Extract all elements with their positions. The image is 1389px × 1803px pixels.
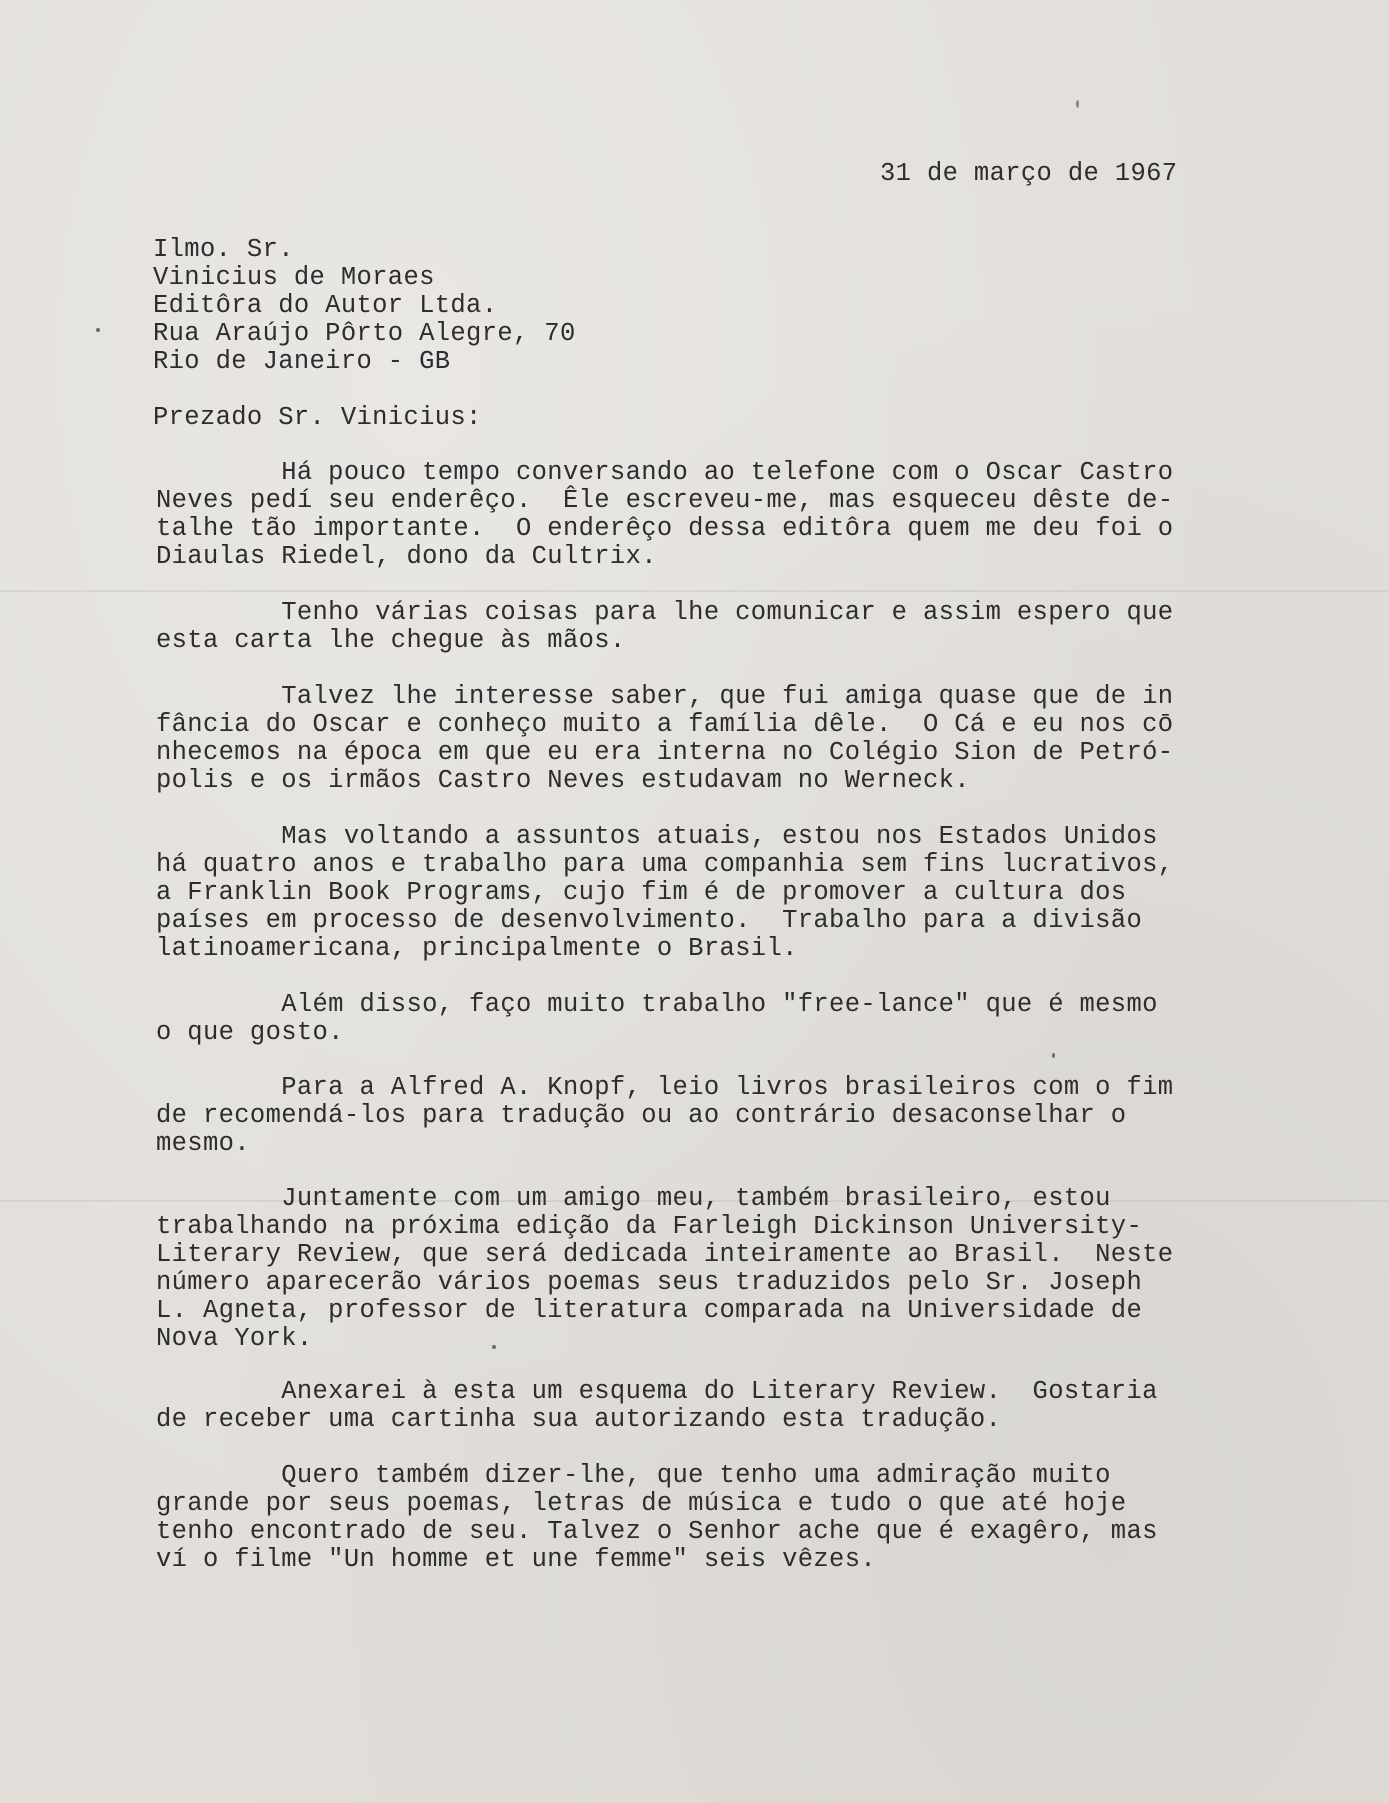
body-line: a Franklin Book Programs, cujo fim é de promover a cultura dos [156,878,1127,907]
body-line: Nova York. [156,1324,313,1353]
body-line: Juntamente com um amigo meu, também brasileiro, estou [156,1184,1111,1213]
body-line: ví o filme "Un homme et une femme" seis vêzes. [156,1545,877,1574]
body-line: Anexarei à esta um esquema do Literary Review. Gostaria [156,1377,1158,1406]
body-line: Talvez lhe interesse saber, que fui amiga quase que de in [156,682,1174,711]
address-line: Rio de Janeiro - GB [153,347,451,376]
address-line: Rua Araújo Pôrto Alegre, 70 [153,319,576,348]
address-line: Editôra do Autor Ltda. [153,291,498,320]
address-line: Ilmo. Sr. [153,235,294,264]
body-line: Há pouco tempo conversando ao telefone com o Oscar Castro [156,458,1174,487]
body-line: Literary Review, que será dedicada inteiramente ao Brasil. Neste [156,1240,1174,1269]
body-line: fância do Oscar e conheço muito a família dêle. O Cá e eu nos cō [156,710,1174,739]
body-line: grande por seus poemas, letras de música e tudo o que até hoje [156,1489,1127,1518]
body-line: Além disso, faço muito trabalho "free-lance" que é mesmo [156,990,1158,1019]
body-line: polis e os irmãos Castro Neves estudavam no Werneck. [156,766,970,795]
body-line: tenho encontrado de seu. Talvez o Senhor ache que é exagêro, mas [156,1517,1158,1546]
body-line: Diaulas Riedel, dono da Cultrix. [156,542,657,571]
body-line: Quero também dizer-lhe, que tenho uma admiração muito [156,1461,1111,1490]
body-line: trabalhando na próxima edição da Farleigh Dickinson University- [156,1212,1143,1241]
letter-date: 31 de março de 1967 [880,159,1178,188]
body-line: Para a Alfred A. Knopf, leio livros brasileiros com o fim [156,1073,1174,1102]
body-line: o que gosto. [156,1018,344,1047]
body-line: número aparecerão vários poemas seus traduzidos pelo Sr. Joseph [156,1268,1143,1297]
paper-speck [1052,1053,1055,1058]
body-line: países em processo de desenvolvimento. Trabalho para a divisão [156,906,1143,935]
body-line: Mas voltando a assuntos atuais, estou nos Estados Unidos [156,822,1158,851]
body-line: latinoamericana, principalmente o Brasil. [156,934,798,963]
address-line: Vinicius de Moraes [153,263,435,292]
body-line: há quatro anos e trabalho para uma companhia sem fins lucrativos, [156,850,1174,879]
body-line: talhe tão importante. O enderêço dessa editôra quem me deu foi o [156,514,1174,543]
body-line: L. Agneta, professor de literatura comparada na Universidade de [156,1296,1143,1325]
body-line: Neves pedí seu enderêço. Êle escreveu-me, mas esqueceu dêste de- [156,486,1174,515]
body-line: mesmo. [156,1129,250,1158]
body-line: esta carta lhe chegue às mãos. [156,626,626,655]
body-line: Tenho várias coisas para lhe comunicar e assim espero que [156,598,1174,627]
salutation: Prezado Sr. Vinicius: [153,403,482,432]
paper-fold [0,590,1389,592]
paper-speck [1076,100,1079,108]
body-line: de receber uma cartinha sua autorizando esta tradução. [156,1405,1002,1434]
paper-speck [492,1345,496,1349]
body-line: de recomendá-los para tradução ou ao contrário desaconselhar o [156,1101,1127,1130]
paper-speck [96,328,100,332]
body-line: nhecemos na época em que eu era interna no Colégio Sion de Petró- [156,738,1174,767]
